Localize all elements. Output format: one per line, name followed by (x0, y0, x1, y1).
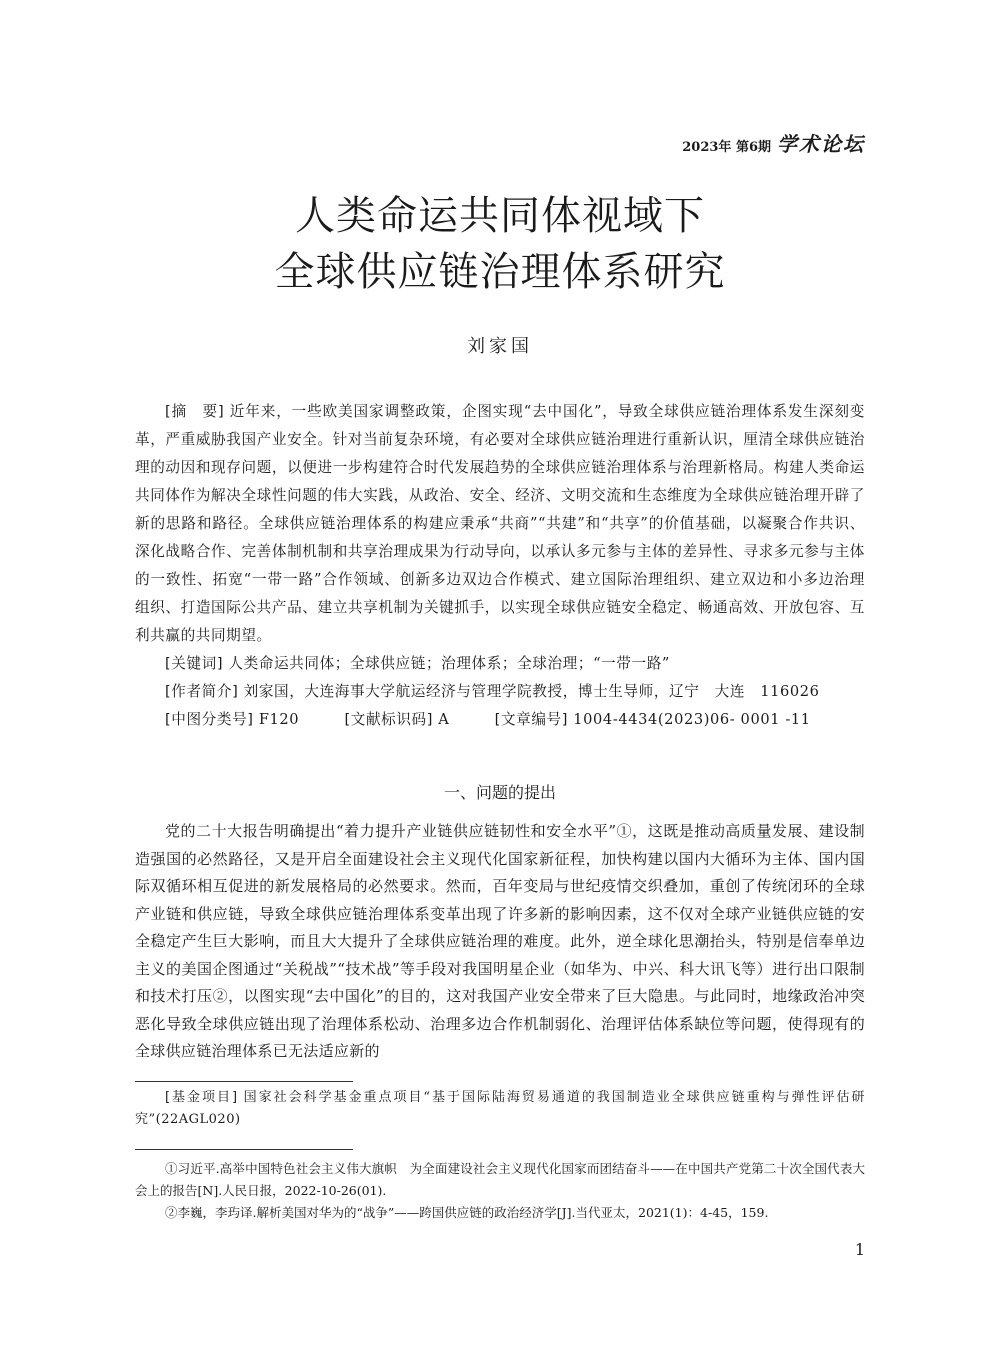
keywords-line (165, 650, 865, 678)
author-info-line (165, 678, 865, 706)
footnote-2: ②李巍，李玙译.解析美国对华为的“战争”——跨国供应链的政治经济学[J].当代亚太，2021(1)：4-45，159. (165, 1205, 769, 1220)
abstract-label: [摘 要] (165, 403, 225, 420)
title-line-2: 全球供应链治理体系研究 (274, 249, 726, 295)
footnote-divider (135, 1149, 353, 1150)
footnotes (135, 1158, 865, 1224)
page-number: 1 (854, 1240, 865, 1259)
funding-text: 国家社会科学基金重点项目“基于国际陆海贸易通道的我国制造业全球供应链重构与弹性评估研究”(22AGL020) (135, 1090, 865, 1127)
clc-label: [中图分类号] (165, 711, 254, 728)
funding-note (135, 1087, 865, 1131)
keywords-label: [关键词] (165, 655, 224, 672)
abstract-block (135, 398, 865, 734)
classification-line (165, 706, 865, 734)
section-heading: 一、问题的提出 (443, 783, 556, 802)
doc-code-label: [文献标识码] (344, 711, 434, 728)
author-name: 刘家国 (467, 336, 533, 357)
article-number-value: 1004-4434(2023)06- 0001 -11 (573, 711, 811, 728)
keywords-text: 人类命运共同体；全球供应链；治理体系；全球治理；“一带一路” (228, 655, 670, 672)
abstract-paragraph (135, 398, 865, 650)
article-title (0, 188, 1000, 300)
abstract-text: 近年来，一些欧美国家调整政策，企图实现“去中国化”，导致全球供应链治理体系发生深刻变革，严重威胁我国产业安全。针对当前复杂环境，有必要对全球供应链治理进行重新认识，厘清全球供应链治理的动因和现存问题，以便进一步构建符合时代发展趋势的全球供应链治理体系与治理新格局。构建人类命运共同体作为解决全球性问题的伟大实践，从政治、安全、经济、文明交流和生态维度为全球供应链治理开辟了新的思路和路径。全球供应链治理体系的构建应秉承“共商”“共建”和“共享”的价值基础，以凝聚合作共识、深化战略合作、完善体制机制和共享治理成果为行动导向，以承认多元参与主体的差异性、寻求多元参与主体的一致性、拓宽“一带一路”合作领域、创新多边双边合作模式、建立国际治理组织、建立双边和小多边治理组织、打造国际公共产品、建立共享机制为关键抓手，以实现全球供应链安全稳定、畅通高效、开放包容、互利共赢的共同期望。 (135, 403, 865, 644)
footnote-1: ①习近平.高举中国特色社会主义伟大旗帜 为全面建设社会主义现代化国家而团结奋斗——在中国共产党第二十次全国代表大会上的报告[N].人民日报，2022-10-26(01). (135, 1161, 865, 1198)
body-paragraph: 党的二十大报告明确提出“着力提升产业链供应链韧性和安全水平”①，这既是推动高质量发展、建设制造强国的必然路径，又是开启全面建设社会主义现代化国家新征程，加快构建以国内大循环为主体、国内国际双循环相互促进的新发展格局的必然要求。然而，百年变局与世纪疫情交织叠加，重创了传统闭环的全球产业链和供应链，导致全球供应链治理体系变革出现了许多新的影响因素，这不仅对全球产业链供应链的安全稳定产生巨大影响，而且大大提升了全球供应链治理的难度。此外，逆全球化思潮抬头，特别是信奉单边主义的美国企图通过“关税战”“技术战”等手段对我国明星企业（如华为、中兴、科大讯飞等）进行出口限制和技术打压②，以图实现“去中国化”的目的，这对我国产业安全带来了巨大隐患。与此同时，地缘政治冲突恶化导致全球供应链出现了治理体系松动、治理多边合作机制弱化、治理评估体系缺位等问题，使得现有的全球供应链治理体系已无法适应新的 (135, 822, 865, 1060)
title-line-1: 人类命运共同体视域下 (295, 193, 705, 239)
author-info-label: [作者简介] (165, 683, 239, 700)
doc-code-value: A (438, 711, 450, 728)
clc-value: F120 (258, 711, 300, 728)
funding-label: [基金项目] (165, 1090, 238, 1105)
author-info-text: 刘家国，大连海事大学航运经济与管理学院教授，博士生导师，辽宁 大连 116026 (243, 683, 820, 700)
journal-name: 学术论坛 (777, 132, 865, 156)
article-number-label: [文章编号] (494, 711, 569, 728)
funding-divider (135, 1081, 353, 1082)
running-header (682, 128, 865, 157)
issue-label: 2023年 第6期 (682, 140, 771, 155)
